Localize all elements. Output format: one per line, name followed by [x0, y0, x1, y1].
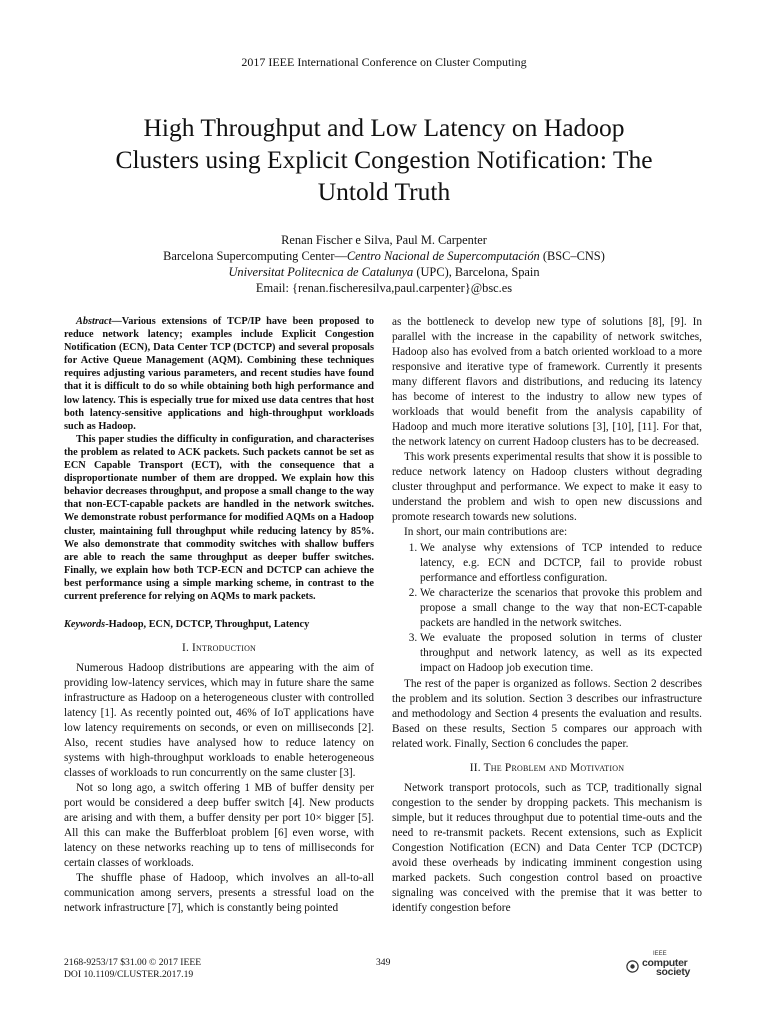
body-paragraph: as the bottleneck to develop new type of solutions [8], [9]. In parallel with the increase in the capability of network switches, Hadoop also has evolved from a batch oriented workload to a more responsive and iterative type of framework. Currently it presents many different flavors and distributions, and reducing its latency has become of interest to the industry to allow new types of workloads that would benefit from the analysis capability of Hadoop and much more iterative solutions [3], [10], [11]. For that, the network latency on current Hadoop clusters has to be decreased.	[392, 316, 702, 448]
affiliation-2-suffix: (UPC), Barcelona, Spain	[413, 265, 540, 279]
keywords-label: Keywords	[64, 619, 106, 631]
author-block	[0, 232, 768, 296]
keywords-text: -Hadoop, ECN, DCTCP, Throughput, Latency	[105, 619, 310, 631]
body-paragraph: This work presents experimental results that show it is possible to reduce network latency on Hadoop clusters without degrading cluster throughput and performance. We expect to make it easy to understand the problem and wish to open new discussions and promote research towards new solutions.	[392, 451, 702, 523]
logo-ieee-text: IEEE	[653, 951, 667, 957]
body-paragraph: Network transport protocols, such as TCP, traditionally signal congestion to the sender by dropping packets. This mechanism is simple, but it reduces throughput due to potential time-outs and the need to re-transmit packets. Recent extensions, such as Explicit Congestion Notification (ECN) and Data Center TCP (DCTCP) avoid these overheads by indicating imminent congestion using marked packets. Such congestion control based on proactive signaling was conceived with the premise that it was better to identify congestion before	[392, 782, 702, 914]
author-email: Email: {renan.fischeresilva,paul.carpenter}@bsc.es	[255, 281, 513, 295]
computer-society-logo	[626, 951, 706, 981]
author-names: Renan Fischer e Silva, Paul M. Carpenter	[281, 233, 487, 247]
paper-title	[84, 112, 684, 208]
keywords	[64, 617, 374, 632]
affiliation-2	[0, 264, 768, 280]
intro-paragraph: Not so long ago, a switch offering 1 MB of buffer density per port would be considered a deep buffer switch [4]. New products are arising and with them, a buffer density per port 10× bigger [5]. All this can make the Bufferbloat problem [6] even worse, with latency on these networks reaching up to tens of milliseconds for certain classes of workloads.	[64, 782, 374, 870]
right-column	[392, 315, 702, 916]
abstract-paragraph	[64, 315, 374, 433]
affiliation-1-suffix: (BSC–CNS)	[539, 249, 605, 263]
contributions-list	[392, 541, 702, 676]
body-paragraph: The rest of the paper is organized as follows. Section 2 describes the problem and its solution. Section 3 describes our infrastructure and methodology and Section 4 presents the evaluation and results. Based on these results, Section 5 compares our approach with related work. Finally, Section 6 concludes the paper.	[392, 678, 702, 750]
affiliation-2-name: Universitat Politecnica de Catalunya	[228, 265, 414, 279]
left-column	[64, 315, 374, 916]
logo-line-1: computer	[642, 957, 688, 969]
title-line: Clusters using Explicit Congestion Notification: The	[115, 145, 653, 174]
intro-paragraph: The shuffle phase of Hadoop, which involves an all-to-all communication among servers, presents a stressful load on the network infrastructure [7], which is constantly being pointed	[64, 872, 374, 915]
list-item: 1. We analyse why extensions of TCP intended to reduce latency, e.g. ECN and DCTCP, fail to provide robust performance and effortless configuration.	[420, 541, 702, 586]
list-item: 3. We evaluate the proposed solution in terms of cluster throughput and network latency, as well as its expected impact on Hadoop job execution time.	[420, 631, 702, 676]
section-heading-problem: II. The Problem and Motivation	[469, 762, 625, 774]
intro-paragraph: Numerous Hadoop distributions are appearing with the aim of providing low-latency services, which may in future share the same infrastructure as Hadoop on a heterogeneous cluster with controlled latency [1]. As recently pointed out, 46% of IoT applications have low latency requirements on seconds, or even on milliseconds [2]. Also, recent studies have analysed how to reduce latency on systems with high-throughput workloads to enable heterogeneous classes of workloads to run concurrently on the same cluster [3].	[64, 662, 374, 780]
affiliation-1-prefix: Barcelona Supercomputing Center—	[163, 249, 347, 263]
title-line: High Throughput and Low Latency on Hadoop	[143, 113, 625, 142]
logo-line-2: society	[656, 966, 691, 978]
footer-copyright	[64, 957, 201, 981]
abstract	[64, 315, 374, 603]
abstract-paragraph-2: This paper studies the difficulty in configuration, and characterises the problem as related to ACK packets. Such packets cannot be set as ECN Capable Transport (ECT), with the consequence that a disproportionate number of them are dropped. We explain how this behavior decreases throughput, and propose a small change to the way that non-ECT-capable packets are handled in the network switches. We demonstrate robust performance for modified AQMs on a Hadoop cluster, maintaining full throughput while reducing latency by 85%. We also demonstrate that commodity switches with shallow buffers are able to reach the same throughput as deeper buffer switches. Finally, we explain how both TCP-ECN and DCTCP can achieve the best performance using a simple marking scheme, in contrast to the current preference for relying on AQMs to mark packets.	[64, 433, 374, 602]
footer-issn: 2168-9253/17 $31.00 © 2017 IEEE	[64, 957, 202, 968]
affiliation-1	[0, 248, 768, 264]
page-number: 349	[376, 957, 391, 968]
body-paragraph: In short, our main contributions are:	[404, 526, 568, 538]
section-heading-introduction: I. Introduction	[181, 642, 257, 655]
ieee-logo-icon	[626, 960, 639, 973]
footer-doi: DOI 10.1109/CLUSTER.2017.19	[64, 969, 194, 980]
list-item: 2. We characterize the scenarios that provoke this problem and propose a small change to the way that non-ECT-capable packets are handled in the network switches.	[420, 586, 702, 631]
affiliation-1-name: Centro Nacional de Supercomputación	[346, 249, 540, 263]
abstract-text: —Various extensions of TCP/IP have been proposed to reduce network latency; examples include Explicit Congestion Notification (ECN), Data Center TCP (DCTCP) and several proposals for Active Queue Management (AQM). Combining these techniques requires adjusting various parameters, and recent studies have found that it is difficult to do so while obtaining both high performance and low latency. This is especially true for mixed use data centres that host both latency-sensitive applications and high-throughput workloads such as Hadoop.	[64, 316, 374, 432]
conference-header: 2017 IEEE International Conference on Cluster Computing	[241, 55, 527, 69]
title-line: Untold Truth	[317, 177, 451, 206]
abstract-label: Abstract	[76, 316, 112, 327]
